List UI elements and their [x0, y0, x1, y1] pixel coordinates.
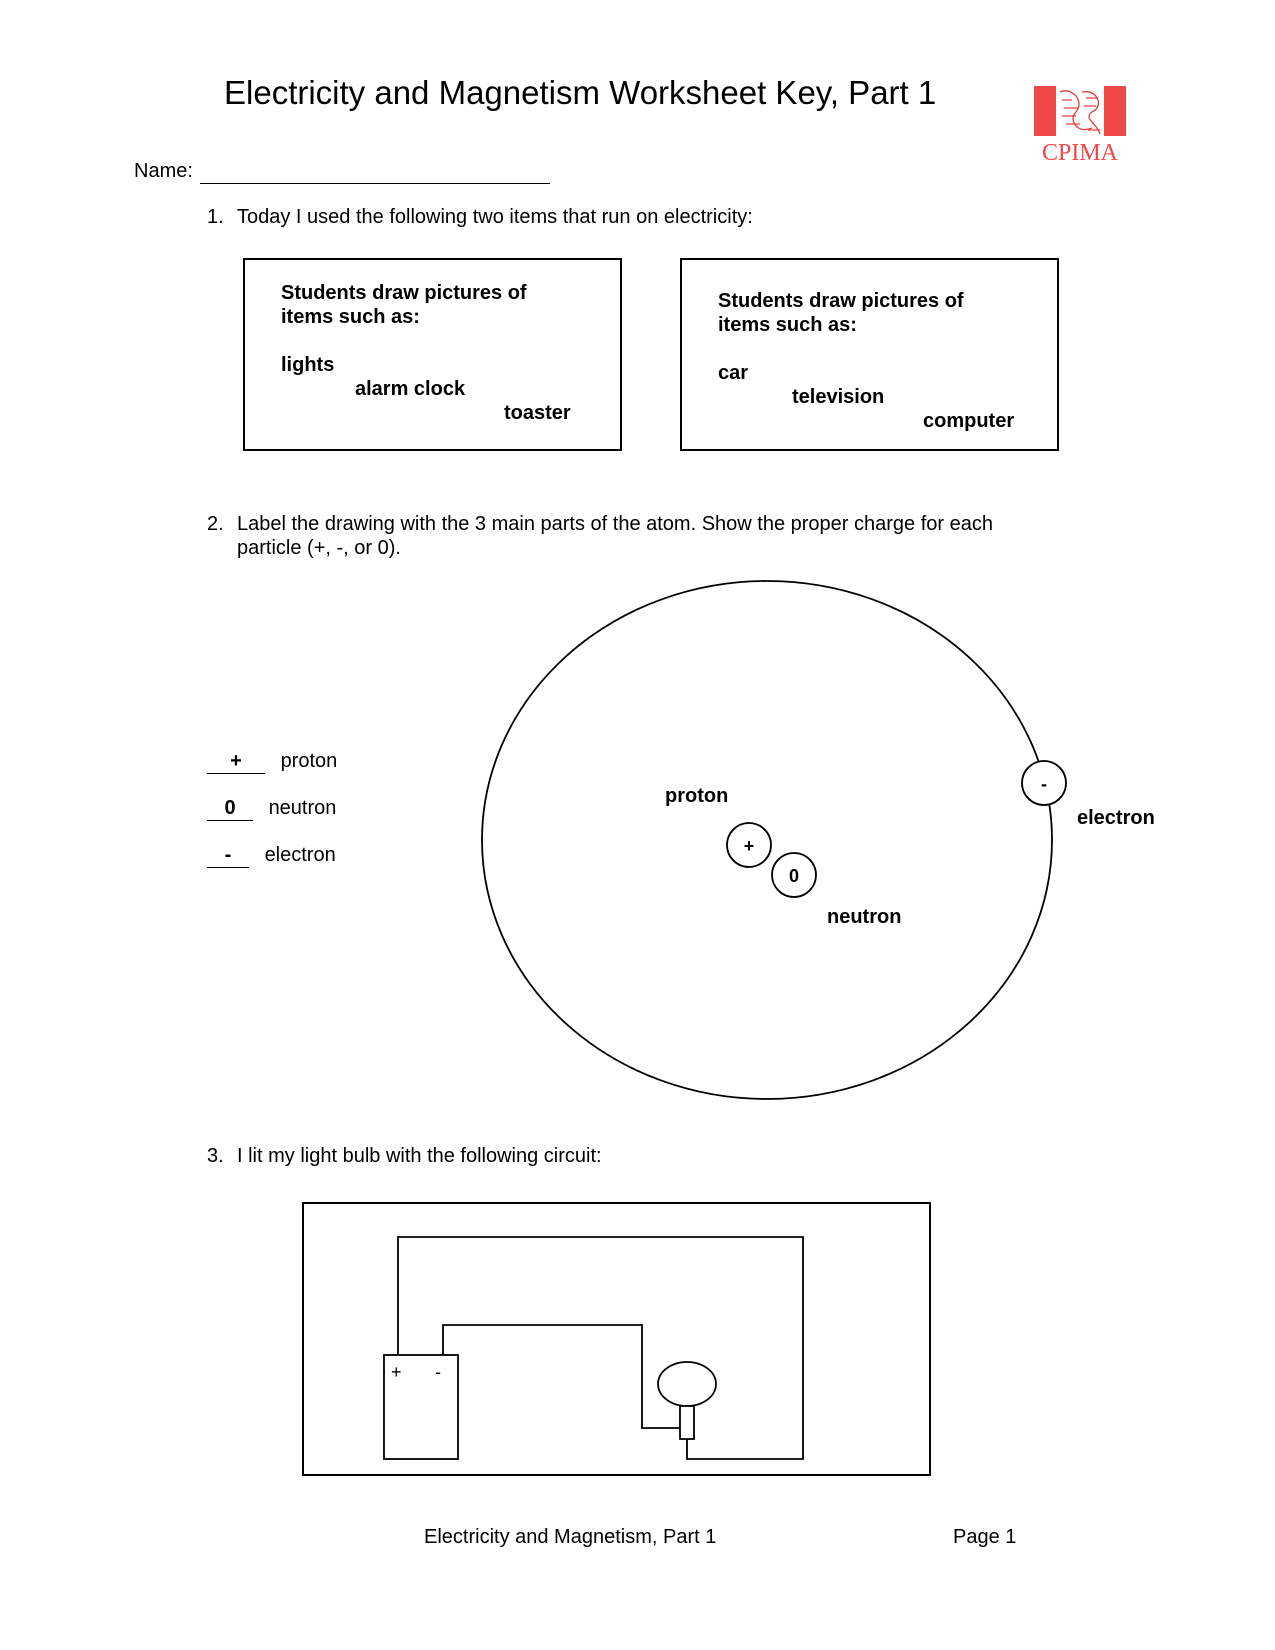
box2-intro-line2: items such as:: [718, 314, 857, 336]
name-label: Name:: [134, 160, 193, 182]
box2-intro-line1: Students draw pictures of: [718, 290, 964, 312]
key-neutron: [207, 797, 336, 821]
box1-item-alarm-clock: alarm clock: [355, 378, 466, 400]
question-1: [207, 206, 753, 229]
box1-item-lights: lights: [281, 354, 335, 376]
circuit-diagram: [300, 1200, 940, 1480]
question-1-text: Today I used the following two items that run on electricity:: [237, 206, 753, 228]
page-number: Page 1: [953, 1526, 1017, 1548]
box1-intro-line1: Students draw pictures of: [281, 282, 527, 304]
electron-label: electron: [1077, 807, 1155, 829]
box1-item-toaster: toaster: [504, 402, 571, 424]
key-proton: [207, 750, 337, 774]
question-1-number: 1.: [207, 206, 224, 228]
proton-charge: +: [743, 836, 755, 856]
box2-item-car: car: [718, 362, 749, 384]
neutron-label: neutron: [827, 906, 902, 928]
wire-minus: [443, 1325, 680, 1428]
question-2-line1: Label the drawing with the 3 main parts of the atom. Show the proper charge for each: [237, 513, 993, 535]
box1-intro-line2: items such as:: [281, 306, 420, 328]
cpima-logo-graphic: [1032, 86, 1132, 168]
bulb-base: [680, 1406, 694, 1439]
page-title: Electricity and Magnetism Worksheet Key, Part 1: [224, 74, 937, 111]
box2-item-computer: computer: [923, 410, 1015, 432]
logo-text: CPIMA: [1041, 140, 1119, 166]
question-3: [207, 1145, 602, 1168]
answer-box-2: [680, 258, 1059, 451]
neutron-charge: 0: [788, 866, 800, 886]
box2-item-television: television: [792, 386, 885, 408]
neutron-charge-blank: 0: [207, 797, 253, 821]
question-2: [207, 513, 993, 536]
question-2-number: 2.: [207, 513, 224, 535]
question-2-line2: particle (+, -, or 0).: [237, 537, 401, 559]
answer-box-1: [243, 258, 622, 451]
cpima-logo: [1032, 86, 1132, 168]
key-electron: [207, 844, 336, 868]
proton-charge-blank: +: [207, 750, 265, 774]
proton-label: proton: [665, 785, 729, 807]
key-neutron-label: neutron: [268, 797, 337, 819]
name-field[interactable]: [200, 183, 550, 184]
key-electron-label: electron: [264, 844, 336, 866]
atom-diagram: [470, 570, 1180, 1110]
battery-plus-label: +: [391, 1362, 402, 1382]
electron-charge: -: [1041, 774, 1047, 794]
footer-title: Electricity and Magnetism, Part 1: [424, 1526, 717, 1548]
question-3-text: I lit my light bulb with the following circuit:: [237, 1145, 602, 1167]
light-bulb: [658, 1362, 716, 1406]
electron-charge-blank: -: [207, 844, 249, 868]
key-proton-label: proton: [280, 750, 338, 772]
battery-minus-label: -: [435, 1362, 441, 1382]
question-3-number: 3.: [207, 1145, 224, 1167]
